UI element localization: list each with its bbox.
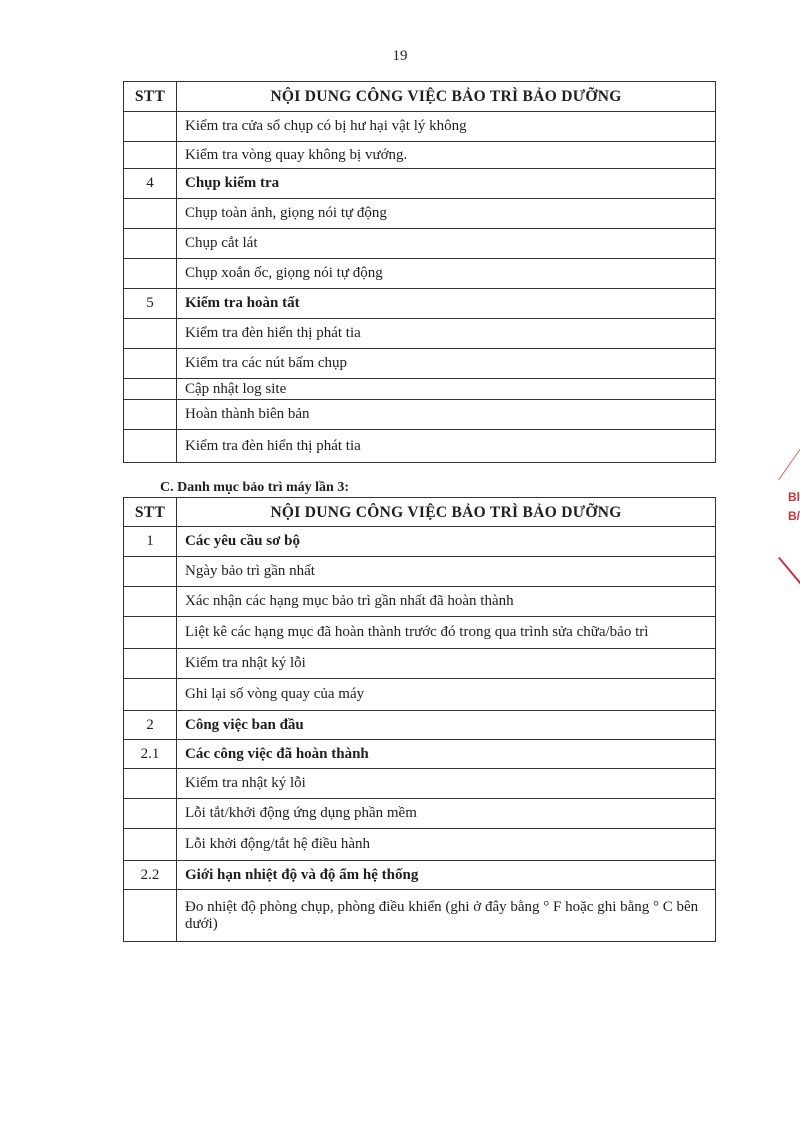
stt-cell: 1 <box>124 527 177 557</box>
task-cell: Lỗi tắt/khởi động ứng dụng phần mềm <box>177 799 716 829</box>
task-cell: Chụp cắt lát <box>177 229 716 259</box>
task-cell: Chụp toàn ảnh, giọng nói tự động <box>177 199 716 229</box>
table-row <box>124 527 716 557</box>
content-column-header: NỘI DUNG CÔNG VIỆC BẢO TRÌ BẢO DƯỠNG <box>177 498 716 527</box>
task-cell: Đo nhiệt độ phòng chụp, phòng điều khiển (ghi ở đây bằng ° F hoặc ghi bằng ° C bên dưới) <box>177 890 716 942</box>
table-row <box>124 319 716 349</box>
page-number: 19 <box>392 48 408 64</box>
section-heading-cell: Chụp kiểm tra <box>177 169 716 199</box>
table-row <box>124 769 716 799</box>
stt-cell: 2.2 <box>124 861 177 890</box>
table-row <box>124 679 716 711</box>
task-cell: Kiểm tra vòng quay không bị vướng. <box>177 142 716 169</box>
stt-cell <box>124 679 177 711</box>
section-heading-cell: Các công việc đã hoàn thành <box>177 740 716 769</box>
section-heading-cell: Công việc ban đầu <box>177 711 716 740</box>
task-cell: Cập nhật log site <box>177 379 716 400</box>
table-row <box>124 557 716 587</box>
maintenance-table-3 <box>123 497 716 942</box>
stamp-text: B/ <box>788 509 800 523</box>
stt-cell: 4 <box>124 169 177 199</box>
task-cell: Ngày bảo trì gần nhất <box>177 557 716 587</box>
table-row <box>124 400 716 430</box>
stt-cell <box>124 142 177 169</box>
task-cell: Kiểm tra đèn hiển thị phát tia <box>177 319 716 349</box>
section-heading-cell: Giới hạn nhiệt độ và độ ẩm hệ thống <box>177 861 716 890</box>
stt-cell <box>124 649 177 679</box>
stt-cell <box>124 430 177 463</box>
table-row <box>124 199 716 229</box>
stt-cell <box>124 829 177 861</box>
task-cell: Kiểm tra đèn hiển thị phát tia <box>177 430 716 463</box>
task-cell: Xác nhận các hạng mục bảo trì gần nhất đã hoàn thành <box>177 587 716 617</box>
stt-column-header: STT <box>124 82 177 112</box>
table-row <box>124 379 716 400</box>
task-cell: Kiểm tra cửa sổ chụp có bị hư hại vật lý không <box>177 112 716 142</box>
table-row <box>124 861 716 890</box>
content-column-header: NỘI DUNG CÔNG VIỆC BẢO TRÌ BẢO DƯỠNG <box>177 82 716 112</box>
stt-cell <box>124 259 177 289</box>
table-row <box>124 430 716 463</box>
table-row <box>124 740 716 769</box>
section-heading-cell: Các yêu cầu sơ bộ <box>177 527 716 557</box>
task-cell: Liệt kê các hạng mục đã hoàn thành trước đó trong qua trình sửa chữa/bảo trì <box>177 617 716 649</box>
maintenance-table-continued <box>123 81 716 463</box>
stt-cell <box>124 319 177 349</box>
section-c-title: C. Danh mục bảo trì máy lần 3: <box>160 480 350 495</box>
stt-cell: 2 <box>124 711 177 740</box>
stt-cell <box>124 799 177 829</box>
stt-cell: 5 <box>124 289 177 319</box>
stt-cell: 2.1 <box>124 740 177 769</box>
table-row <box>124 229 716 259</box>
table-row <box>124 617 716 649</box>
stt-cell <box>124 349 177 379</box>
stamp-ring <box>778 531 800 589</box>
stt-cell <box>124 587 177 617</box>
table-header-row <box>124 82 716 112</box>
stt-cell <box>124 112 177 142</box>
table-row <box>124 829 716 861</box>
table-row <box>124 649 716 679</box>
table-row <box>124 112 716 142</box>
table-row <box>124 890 716 942</box>
stt-cell <box>124 400 177 430</box>
red-stamp-partial <box>774 445 800 585</box>
stt-cell <box>124 769 177 799</box>
table-row <box>124 799 716 829</box>
task-cell: Chụp xoắn ốc, giọng nói tự động <box>177 259 716 289</box>
task-cell: Lỗi khởi động/tắt hệ điều hành <box>177 829 716 861</box>
task-cell: Ghi lại số vòng quay của máy <box>177 679 716 711</box>
stt-cell <box>124 557 177 587</box>
table-row <box>124 142 716 169</box>
stt-column-header: STT <box>124 498 177 527</box>
section-heading-cell: Kiểm tra hoàn tất <box>177 289 716 319</box>
table-row <box>124 169 716 199</box>
table-row <box>124 587 716 617</box>
table-row <box>124 711 716 740</box>
table-row <box>124 289 716 319</box>
stamp-text: Bl <box>788 490 800 504</box>
stt-cell <box>124 890 177 942</box>
table-row <box>124 349 716 379</box>
stt-cell <box>124 617 177 649</box>
table-header-row <box>124 498 716 527</box>
task-cell: Kiểm tra nhật ký lỗi <box>177 769 716 799</box>
stt-cell <box>124 199 177 229</box>
task-cell: Kiểm tra nhật ký lỗi <box>177 649 716 679</box>
table-row <box>124 259 716 289</box>
task-cell: Hoàn thành biên bản <box>177 400 716 430</box>
stt-cell <box>124 229 177 259</box>
task-cell: Kiểm tra các nút bấm chụp <box>177 349 716 379</box>
stt-cell <box>124 379 177 400</box>
